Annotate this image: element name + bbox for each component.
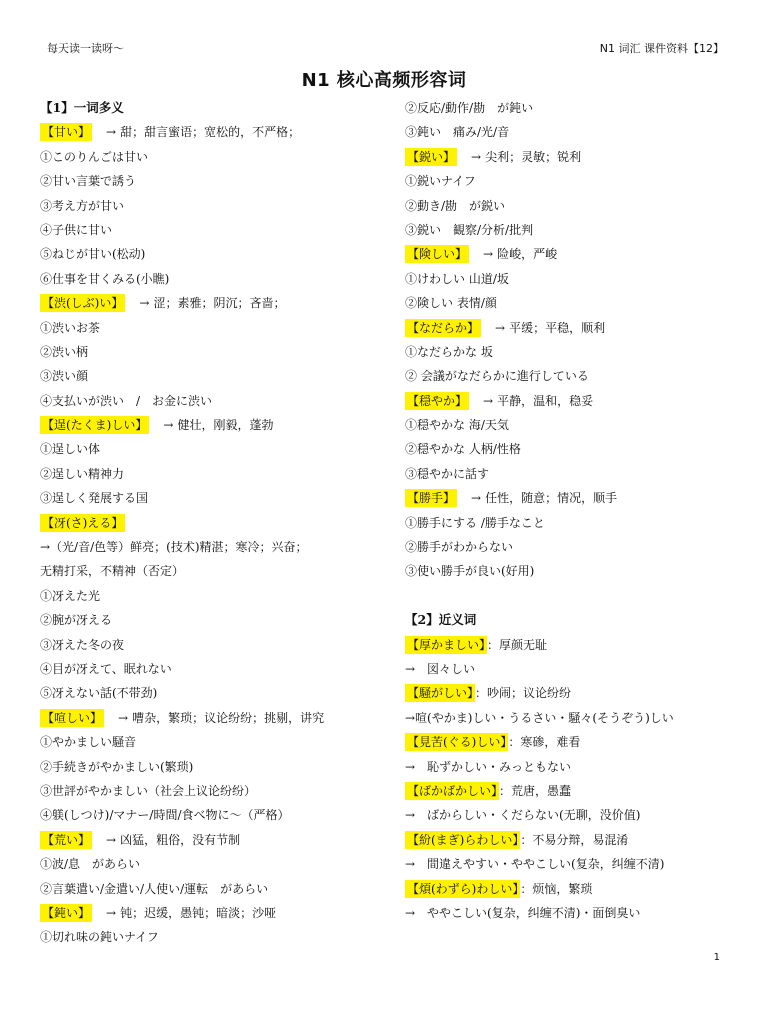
vocab-entry — [40, 706, 385, 730]
right-column — [405, 96, 730, 925]
example-line: ①波/息 があらい — [40, 857, 141, 872]
highlighted-term: 【鈍い】 — [42, 905, 91, 920]
example-line: ⑤ねじが甘い(松动) — [40, 247, 146, 262]
vocab-entry — [40, 901, 385, 925]
example-line: ④目が冴えて、眠れない — [40, 661, 172, 676]
term-meaning: 险峻，严峻 — [497, 247, 558, 262]
example-line: → ややこしい(复杂，纠缠不清)・面倒臭い — [405, 905, 641, 920]
example-line: ①逞しい体 — [40, 442, 101, 457]
example-line: ①やかましい騒音 — [40, 735, 137, 750]
arrow-icon: → — [106, 832, 117, 847]
term-meaning: 平缓；平稳，顺利 — [509, 320, 606, 335]
example-line: ②勝手がわからない — [405, 540, 514, 555]
term-meaning: ：厚颜无耻 — [487, 637, 548, 652]
highlighted-term: 【険しい】 — [407, 247, 468, 262]
term-meaning: 甜；甜言蜜语；宽松的，不严格； — [120, 125, 301, 140]
example-line: ③穏やかに話す — [405, 466, 490, 481]
example-line: ①鋭いナイフ — [405, 174, 476, 189]
example-line: ③渋い顔 — [40, 369, 89, 384]
term-meaning: 任性，随意；情况，顺手 — [485, 491, 618, 506]
arrow-icon: → — [471, 491, 482, 506]
arrow-icon: → — [483, 393, 494, 408]
arrow-icon: → — [106, 125, 117, 140]
example-line: ⑤冴えない話(不带劲) — [40, 686, 158, 701]
example-line: →（光/音/色等）鲜亮；(技术)精湛；寒冷；兴奋； — [40, 540, 308, 555]
term-meaning: 嘈杂，繁琐；议论纷纷；挑剔，讲究 — [132, 710, 325, 725]
example-line: ②穏やかな 人柄/性格 — [405, 442, 521, 457]
term-meaning: 平静，温和，稳妥 — [497, 393, 594, 408]
term-meaning: 健壮，刚毅，蓬勃 — [177, 418, 274, 433]
highlighted-term: 【見苦(ぐる)しい】 — [407, 735, 507, 750]
term-meaning: ：荒唐，愚蠢 — [499, 783, 572, 798]
vocab-entry — [405, 681, 730, 705]
highlighted-term: 【甘い】 — [42, 125, 91, 140]
example-line: ①なだらかな 坂 — [405, 344, 493, 359]
example-line: ①渋いお茶 — [40, 320, 101, 335]
vocab-entry — [40, 511, 385, 535]
vocab-entry — [405, 877, 730, 901]
arrow-icon: → — [163, 418, 174, 433]
example-line: ③世評がやかましい（社会上议论纷纷） — [40, 783, 257, 798]
vocab-entry — [405, 316, 730, 340]
arrow-icon: → — [139, 296, 150, 311]
term-meaning: 凶猛，粗俗，没有节制 — [120, 832, 241, 847]
term-meaning: 尖利；灵敏；锐利 — [485, 149, 582, 164]
example-line: ①冴えた光 — [40, 588, 101, 603]
example-line: → 図々しい — [405, 661, 476, 676]
arrow-icon: → — [495, 320, 506, 335]
page-number: 1 — [713, 952, 720, 963]
example-line: ①切れ味の鈍いナイフ — [40, 930, 159, 945]
vocab-entry — [405, 389, 730, 413]
term-meaning: ：不易分辩，易混淆 — [520, 832, 629, 847]
example-line: ③逞しく発展する国 — [40, 491, 149, 506]
vocab-entry — [405, 633, 730, 657]
example-line: ④子供に甘い — [40, 222, 113, 237]
vocab-entry — [40, 828, 385, 852]
example-line: ①このりんごは甘い — [40, 149, 149, 164]
highlighted-term: 【鋭い】 — [407, 149, 456, 164]
example-line: ④支払いが渋い / お金に渋い — [40, 393, 213, 408]
example-line: ①けわしい 山道/坂 — [405, 271, 509, 286]
example-line: ④躾(しつけ)/マナー/時間/食べ物に～（严格） — [40, 808, 290, 823]
spacer — [405, 584, 730, 608]
arrow-icon: → — [118, 710, 129, 725]
term-meaning: ：烦恼，繁琐 — [520, 881, 593, 896]
vocab-entry — [405, 242, 730, 266]
highlighted-term: 【紛(まぎ)らわしい】 — [407, 832, 519, 847]
example-line: ②渋い柄 — [40, 344, 89, 359]
vocab-entry — [40, 291, 385, 315]
vocab-entry — [405, 486, 730, 510]
vocab-entry — [405, 145, 730, 169]
example-line: ②腕が冴える — [40, 613, 113, 628]
example-line: ②手続きがやかましい(繁琐) — [40, 759, 194, 774]
vocab-entry — [405, 779, 730, 803]
term-meaning: 钝；迟缓，愚钝；暗淡；沙哑 — [120, 905, 277, 920]
example-line: ②動き/勘 が鋭い — [405, 198, 506, 213]
highlighted-term: 【ばかばかしい】 — [407, 783, 498, 798]
highlighted-term: 【厚かましい】 — [407, 637, 486, 652]
highlighted-term: 【逞(たくま)しい】 — [42, 418, 148, 433]
example-line: ③鋭い 観察/分析/批判 — [405, 222, 534, 237]
term-meaning: ：寒碜，难看 — [508, 735, 581, 750]
example-line: ②言葉遣い/金遣い/人使い/運転 があらい — [40, 881, 269, 896]
term-meaning: ：吵闹；议论纷纷 — [475, 686, 572, 701]
example-line: ⑥仕事を甘くみる(小瞧) — [40, 271, 170, 286]
example-line: ③考え方が甘い — [40, 198, 125, 213]
example-line: ②逞しい精神力 — [40, 466, 125, 481]
example-line: → 恥ずかしい・みっともない — [405, 759, 572, 774]
highlighted-term: 【穏やか】 — [407, 393, 468, 408]
example-line: ③鈍い 痛み/光/音 — [405, 125, 510, 140]
vocab-entry — [405, 730, 730, 754]
highlighted-term: 【冴(さ)える】 — [42, 515, 124, 530]
arrow-icon: → — [106, 905, 117, 920]
term-meaning: 涩；素雅；阴沉；吝啬； — [153, 296, 286, 311]
example-line: ③冴えた冬の夜 — [40, 637, 125, 652]
example-line: ③使い勝手が良い(好用) — [405, 564, 535, 579]
page-title: N1 核心高频形容词 — [301, 70, 467, 91]
example-line: ②甘い言葉で誘う — [40, 174, 137, 189]
highlighted-term: 【勝手】 — [407, 491, 456, 506]
example-line: ②険しい 表情/顔 — [405, 296, 497, 311]
highlighted-term: 【渋(しぶ)い】 — [42, 296, 124, 311]
highlighted-term: 【荒い】 — [42, 832, 91, 847]
example-line: → 間違えやすい・ややこしい(复杂，纠缠不清) — [405, 857, 665, 872]
example-line: → ばからしい・くだらない(无聊，没价值) — [405, 808, 641, 823]
highlighted-term: 【煩(わずら)わしい】 — [407, 881, 519, 896]
vocab-entry — [40, 413, 385, 437]
example-line: ② 会議がなだらかに進行している — [405, 369, 589, 384]
vocab-entry — [40, 120, 385, 144]
arrow-icon: → — [483, 247, 494, 262]
highlighted-term: 【喧しい】 — [42, 710, 103, 725]
arrow-icon: → — [471, 149, 482, 164]
vocab-entry — [405, 828, 730, 852]
example-line: 无精打采，不精神（否定） — [40, 564, 185, 579]
highlighted-term: 【騒がしい】 — [407, 686, 474, 701]
example-line: ②反応/動作/勘 が鈍い — [405, 101, 534, 115]
header-left: 每天读一读呀～ — [47, 42, 124, 55]
example-line: →喧(やかま)しい・うるさい・騒々(そうぞう)しい — [405, 710, 674, 725]
left-column — [40, 96, 385, 950]
highlighted-term: 【なだらか】 — [407, 320, 480, 335]
header-right: N1 词汇 课件资料【12】 — [599, 42, 724, 55]
example-line: ①勝手にする /勝手なこと — [405, 515, 545, 530]
section-heading: 【1】一词多义 — [40, 100, 124, 115]
section-heading: 【2】近义词 — [405, 612, 477, 628]
example-line: ①穏やかな 海/天気 — [405, 418, 509, 433]
